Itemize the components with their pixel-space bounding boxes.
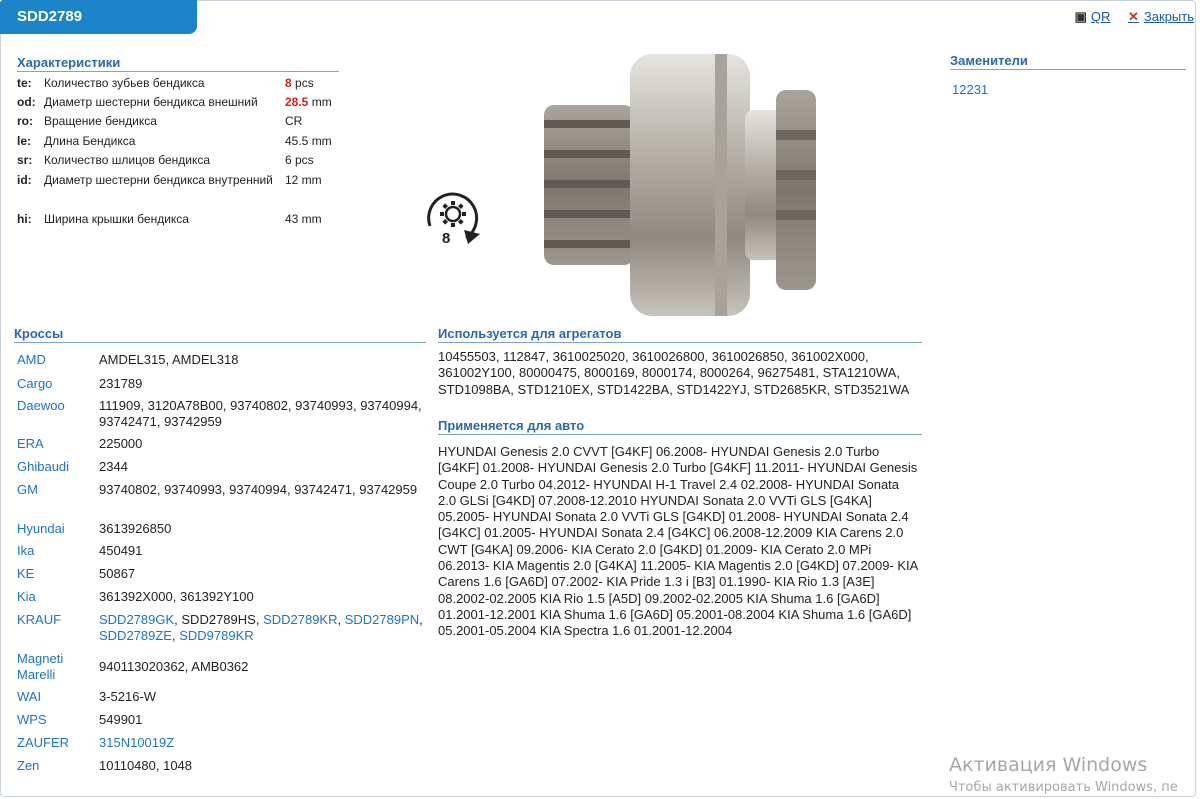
cross-numbers (99, 689, 424, 705)
cross-number-link[interactable]: SDD2789GK (99, 612, 175, 627)
cross-numbers (99, 543, 424, 559)
cross-brand[interactable]: WAI (17, 689, 42, 704)
cross-numbers (99, 589, 424, 605)
characteristic-value (285, 151, 314, 170)
characteristic-value-highlight: 8 (285, 76, 292, 90)
characteristic-value (285, 112, 302, 131)
cross-number-text: 10110480, 1048 (99, 758, 193, 773)
characteristic-value-unit: pcs (291, 76, 314, 90)
cross-numbers (99, 521, 424, 537)
cross-brand[interactable]: Kia (17, 589, 36, 604)
characteristic-value-unit: 6 pcs (285, 153, 314, 167)
rotation-gear-icon (420, 188, 486, 250)
characteristic-name: Количество зубьев бендикса (44, 76, 205, 90)
cross-numbers (99, 735, 424, 751)
cross-number-link[interactable]: SDD2789PN (344, 612, 420, 627)
characteristic-name: Количество шлицов бендикса (44, 153, 211, 167)
cross-number-link[interactable]: SDD9789KR (179, 628, 254, 643)
cross-numbers (99, 712, 424, 728)
cross-number-link[interactable]: 315N10019Z (99, 735, 175, 750)
cross-number-text: , (337, 612, 345, 627)
characteristic-code: le: (17, 134, 32, 148)
cross-number-text: , (255, 612, 264, 627)
characteristic-code: ro: (17, 114, 33, 128)
cross-number-text: 2344 (99, 459, 128, 474)
applies-to-title: Применяется для авто (438, 418, 922, 435)
cross-number-text: 940113020362, AMB0362 (99, 659, 249, 674)
cross-number-text: 361392X000, 361392Y100 (99, 589, 254, 604)
cross-number-text: 3613926850 (99, 521, 172, 536)
used-in-title: Используется для агрегатов (438, 326, 922, 343)
characteristic-value-unit: 45.5 mm (285, 134, 332, 148)
cross-numbers (99, 436, 424, 452)
top-links (1061, 9, 1194, 25)
cross-brand[interactable]: ZAUFER (17, 735, 69, 750)
cross-brand[interactable]: KRAUF (17, 612, 62, 627)
cross-number-text: 231789 (99, 376, 143, 391)
qr-label: QR (1090, 9, 1111, 24)
characteristic-value (285, 93, 332, 112)
characteristic-code: sr: (17, 153, 33, 167)
windows-activation-subtitle: Чтобы активировать Windows, пе (949, 780, 1178, 795)
cross-number-text: 50867 (99, 566, 136, 581)
cross-number-text: 549901 (99, 712, 143, 727)
characteristic-value-unit: 43 mm (285, 212, 322, 226)
cross-number-text: 450491 (99, 543, 143, 558)
cross-brand[interactable]: Cargo (17, 376, 53, 391)
characteristic-name: Длина Бендикса (44, 134, 136, 148)
cross-numbers (99, 482, 424, 498)
cross-number-text: AMDEL315, AMDEL318 (99, 352, 239, 367)
close-label: Закрыть (1143, 9, 1194, 24)
cross-number-link[interactable]: SDD2789KR (263, 612, 338, 627)
cross-numbers (99, 459, 424, 475)
characteristic-value (285, 210, 322, 229)
cross-numbers (99, 398, 424, 430)
characteristic-value-unit: CR (285, 114, 303, 128)
cross-numbers (99, 376, 424, 392)
cross-brand[interactable]: Ghibaudi (17, 459, 70, 474)
drive-collar (745, 90, 816, 290)
cross-number-text: 93740802, 93740993, 93740994, 93742471, 93742959 (99, 482, 418, 497)
cross-brand[interactable]: AMD (17, 352, 46, 367)
cross-number-text: 111909, 3120A78B00, 93740802, 93740993, 93740994, 93742471, 93742959 (99, 398, 422, 429)
pinion-gear (544, 105, 634, 265)
cross-brand[interactable]: Ika (17, 543, 35, 558)
qr-icon: ▣ (1074, 9, 1087, 24)
crosses-title: Кроссы (14, 326, 426, 343)
cross-numbers (99, 758, 424, 774)
characteristic-code: hi: (17, 212, 32, 226)
characteristics-title: Характеристики (17, 55, 339, 72)
cross-number-text: , (171, 628, 180, 643)
product-tab[interactable]: SDD2789 (0, 0, 197, 34)
cross-brand[interactable]: Daewoo (17, 398, 65, 413)
cross-brand[interactable]: GM (17, 482, 38, 497)
characteristic-code: id: (17, 173, 32, 187)
cross-number-text: , (174, 612, 182, 627)
cross-number-text: 225000 (99, 436, 143, 451)
characteristic-code: te: (17, 76, 32, 90)
characteristic-value (285, 132, 332, 151)
windows-activation-title: Активация Windows (949, 754, 1148, 776)
cross-numbers (99, 659, 424, 675)
cross-brand[interactable]: WPS (17, 712, 47, 727)
substitutes-title: Заменители (950, 53, 1186, 70)
cross-number-text: , (419, 612, 423, 627)
characteristic-name: Диаметр шестерни бендикса внешний (44, 95, 258, 109)
clutch-housing (630, 54, 750, 316)
used-in-text: 10455503, 112847, 3610025020, 3610026800, 3610026850, 361002X000, 361002Y100, 80000475, 8000169, 8000174, 8000264, 96275481, STA1210WA, STD1098BA, STD1210EX, STD1422BA, STD1422YJ, STD2685KR, STD3521WA (438, 349, 910, 397)
cross-brand[interactable]: Magneti Marelli (17, 651, 64, 682)
characteristic-name: Диаметр шестерни бендикса внутренний (44, 173, 273, 187)
cross-numbers (99, 352, 424, 368)
characteristic-value-unit: 12 mm (285, 173, 322, 187)
qr-link[interactable] (1075, 9, 1111, 24)
cross-number-text: SDD2789HS (181, 612, 256, 627)
characteristic-code: od: (17, 95, 36, 109)
close-link[interactable] (1128, 9, 1194, 24)
cross-number-text: 3-5216-W (99, 689, 157, 704)
characteristic-name: Ширина крышки бендикса (44, 212, 189, 226)
cross-brand[interactable]: Zen (17, 758, 40, 773)
cross-brand[interactable]: KE (17, 566, 35, 581)
applies-to-text: HYUNDAI Genesis 2.0 CVVT [G4KF] 06.2008- HYUNDAI Genesis 2.0 Turbo [G4KF] 01.2008- HYUNDAI Genesis 2.0 Turbo [G4KF] 11.2011- HYUNDAI Genesis Coupe 2.0 Turbo 04.2012- HYUNDAI H-1 Travel 2.4 02.2008- HYUNDAI Sonata 2.0 GLSi [G4KD] 07.2008-12.2010 HYUNDAI Sonata 2.0 VVTi GLS [G4KA] 05.2005- HYUNDAI Sonata 2.0 VVTi GLS [G4KD] 01.2008- HYUNDAI Sonata 2.4 [G4KC] 01.2005- HYUNDAI Sonata 2.4 [G4KC] 06.2008-12.2009 KIA Carens 2.0 CWT [G4KA] 09.2006- KIA Cerato 2.0 [G4KD] 01.2009- KIA Cerato 2.0 MPi 06.2013- KIA Magentis 2.0 [G4KA] 11.2005- KIA Magentis 2.0 [G4KD] 07.2009- KIA Carens 1.6 [GA6D] 07.2002- KIA Pride 1.3 i [B3] 01.1990- KIA Rio 1.3 [A3E] 08.2002-02.2005 KIA Rio 1.5 [A5D] 09.2002-02.2005 KIA Shuma 1.6 [GA6D] 01.2001-12.2001 KIA Shuma 1.6 [GA6D] 05.2001-08.2004 KIA Shuma 1.6 [GA6D] 05.2001-05.2004 KIA Spectra 1.6 01.2001-12.2004 (438, 444, 918, 639)
rotation-teeth-count: 8 (442, 230, 451, 247)
characteristic-value (285, 74, 314, 93)
characteristic-value-highlight: 28.5 (285, 95, 309, 109)
characteristic-value-unit: mm (308, 95, 332, 109)
characteristic-value (285, 171, 322, 190)
close-icon: ✕ (1128, 9, 1139, 24)
characteristic-name: Вращение бендикса (44, 114, 157, 128)
product-photo[interactable] (540, 50, 830, 320)
cross-brand[interactable]: Hyundai (17, 521, 65, 536)
cross-brand[interactable]: ERA (17, 436, 44, 451)
cross-numbers (99, 566, 424, 582)
cross-numbers (99, 612, 424, 644)
cross-number-link[interactable]: SDD2789ZE (99, 628, 172, 643)
substitute-link[interactable]: 12231 (952, 82, 989, 97)
